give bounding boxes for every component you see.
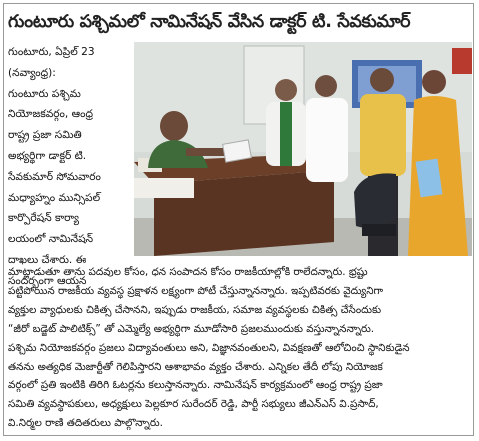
body-line: సమితి వ్యవస్థాపకులు, అధ్యక్షులు పెల్లకూర సురేందర్ రెడ్డి, పార్టీ సభ్యులు జీఎన్‌ఎస్ వి.ప్రసాద్, [8,398,379,411]
lead-line: సందర్భంగా ఆయన [8,274,87,287]
lead-line: రాష్ట్ర ప్రజా సమితి [8,129,82,142]
lead-line: గుంటూరు, ఏప్రిల్ 23 [8,46,95,58]
body-line: తనను అత్యధిక మెజార్టీతో గెలిపిస్తారని ఆశాభావం వ్యక్తం చేశారు. ఎన్నికల తేదీ లోపు నియోజక [8,360,383,373]
body-line: వర్గంలో ప్రతి ఇంటికి తిరిగి ఓటర్లను కలుస్తానన్నారు. నామినేషన్ కార్యక్రమంలో ఆంధ్ర రాష్ట్ర ప్రజా [8,379,383,392]
news-photo [134,42,472,256]
body-line: పట్టిపోయిన రాజకీయ వ్యవస్థ ప్రక్షాళన లక్ష్యంగా పోటీ చేస్తున్నానన్నారు. ఇప్పటివరకు వైద్యునిగా [8,284,384,297]
lead-column [8,42,132,292]
body-line: మాట్లాడుతూ తాను పదవుల కోసం, ధన సంపాదన కోసం రాజకీయాల్లోకి రాలేదన్నారు. భ్రష్టు [8,266,368,278]
lead-line: సేవకుమార్ సోమవారం [8,170,101,183]
article-body [8,263,470,433]
lead-line: లయంలో నామినేషన్ [8,233,94,246]
lead-line: నియోజకవర్గం, ఆంధ్ర [8,108,93,121]
body-line: పశ్చిమ నియోజకవర్గం ప్రజలు విద్యావంతులు అని, విజ్ఞానవంతులని, వివక్షణతో ఆలోచించి స్థానికుడైన [8,341,410,354]
lead-line: దాఖలు చేశారు. ఈ [8,253,87,266]
lead-line: మధ్యాహ్నం మున్సిపల్ [8,191,101,204]
body-line: వి.నిర్మల రాణి తదితరులు పాల్గొన్నారు. [8,417,163,430]
photo-illustration [134,42,472,256]
body-line: వ్యక్తుల వ్యాధులకు చికిత్స చేసానని, ఇప్పుడు రాజకీయ, సమాజ వ్యవస్థలకు చికిత్స చేసేందుకు [8,303,382,316]
body-line: “జీరో బడ్జెట్ పాలిటిక్స్” తో ఎమ్మెల్యే అభ్యర్థిగా మూడోసారి ప్రజలముందుకు వస్తున్నానన్నారు. [8,322,375,335]
lead-line: గుంటూరు పశ్చిమ [8,87,81,100]
headline: గుంటూరు పశ్చిమలో నామినేషన్ వేసిన డాక్టర్ టి. సేవకుమార్ [8,12,411,32]
lead-line: (నవ్యాంధ్ర): [8,66,56,79]
lead-line: కార్పొరేషన్ కార్యా [8,212,79,225]
lead-line: అభ్యర్థిగా డాక్టర్ టి. [8,149,87,162]
